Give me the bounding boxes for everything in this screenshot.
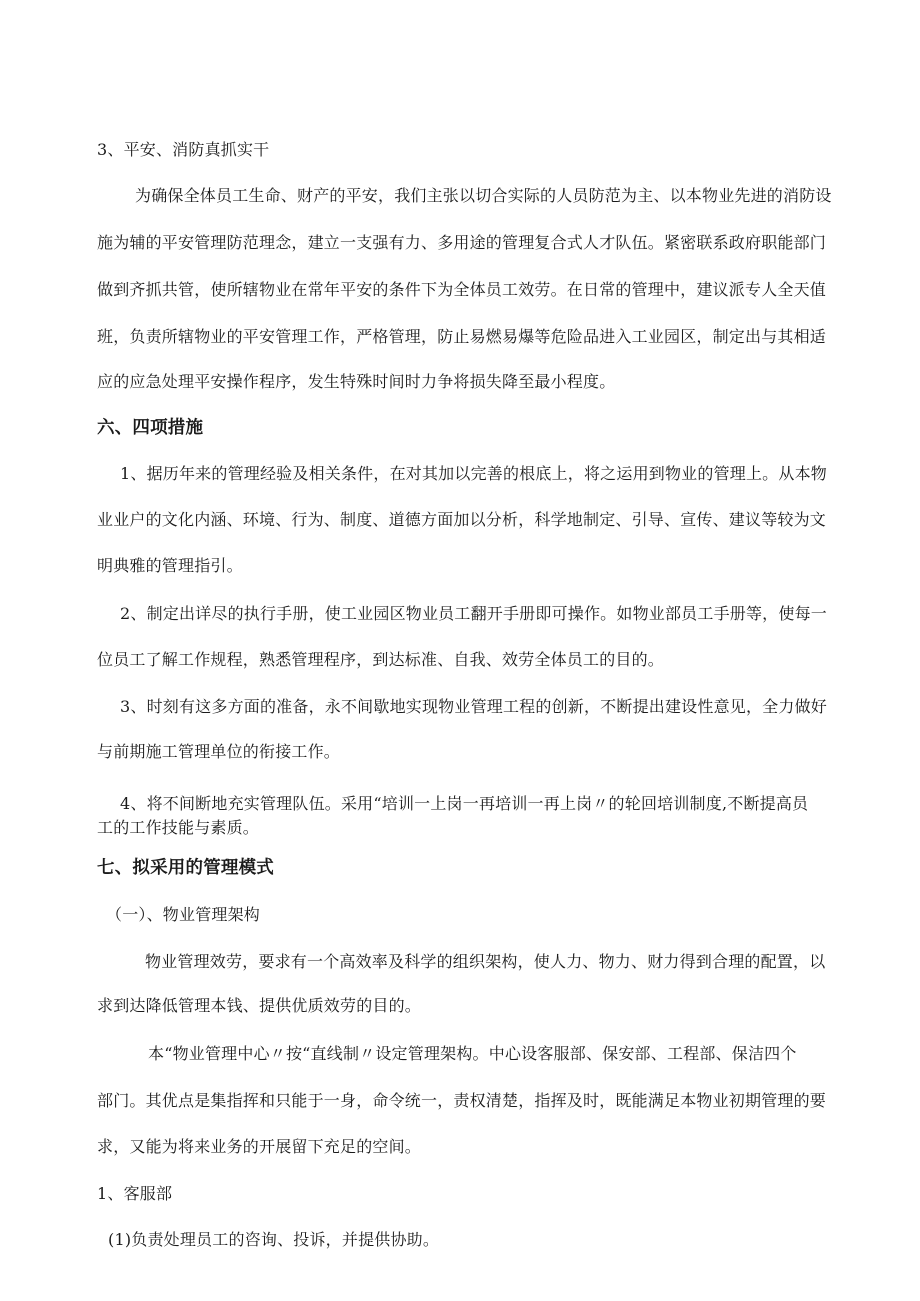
measure-3-line: 与前期施工管理单位的衔接工作。 [97,742,341,761]
measure-1-line: 业业户的文化内涵、环境、行为、制度、道德方面加以分析，科学地制定、引导、宣传、建议等较为文 [97,510,827,529]
measure-4-line: 工的工作技能与素质。 [97,818,260,837]
paragraph-line: 部门。其优点是集指挥和只能于一身，命令统一，责权清楚，指挥及时，既能满足本物业初期管理的要 [97,1091,827,1110]
paragraph-line: 施为辅的平安管理防范理念，建立一支强有力、多用途的管理复合式人才队伍。紧密联系政府职能部门 [97,233,827,252]
paragraph-line: 本“物业管理中心〃按“直线制〃设定管理架构。中心设客服部、保安部、工程部、保洁四个 [148,1044,797,1063]
paragraph-line: 为确保全体员工生命、财产的平安，我们主张以切合实际的人员防范为主、以本物业先进的消防设 [135,186,832,205]
measure-4-line: 4、将不间断地充实管理队伍。采用“培训一上岗一再培训一再上岗〃的轮回培训制度,不断提高员 [120,794,809,813]
measure-1-line: 1、据历年来的管理经验及相关条件，在对其加以完善的根底上，将之运用到物业的管理上。从本物 [120,464,827,483]
subsection-title: （一）、物业管理架构 [106,905,261,924]
measure-1-line: 明典雅的管理指引。 [97,556,243,575]
measure-3-line: 3、时刻有这多方面的准备，永不间歇地实现物业管理工程的创新，不断提出建设性意见，全力做好 [120,697,827,716]
paragraph-line: 班，负责所辖物业的平安管理工作，严格管理，防止易燃易爆等危险品进入工业园区，制定出与其相适 [97,327,827,346]
paragraph-line: 求，又能为将来业务的开展留下充足的空间。 [97,1137,422,1156]
paragraph-line: 应的应急处理平安操作程序，发生特殊时间时力争将损失降至最小程度。 [97,372,616,391]
measure-2-line: 位员工了解工作规程，熟悉管理程序，到达标准、自我、效劳全体员工的目的。 [97,650,665,669]
section-7-heading: 七、拟采用的管理模式 [97,858,274,878]
measure-2-line: 2、制定出详尽的执行手册，使工业园区物业员工翻开手册即可操作。如物业部员工手册等，使每一 [120,604,827,623]
paragraph-line: 求到达降低管理本钱、提供优质效劳的目的。 [97,996,422,1015]
paragraph-line: 物业管理效劳，要求有一个高效率及科学的组织架构，使人力、物力、财力得到合理的配置，以 [145,952,826,971]
department-title: 1、客服部 [97,1184,173,1203]
list-item: (1)负责处理员工的咨询、投诉，并提供协助。 [108,1230,440,1249]
section-6-heading: 六、四项措施 [97,418,204,438]
section-3-title: 3、平安、消防真抓实干 [97,140,270,159]
paragraph-line: 做到齐抓共管，使所辖物业在常年平安的条件下为全体员工效劳。在日常的管理中，建议派专人全天值 [97,280,827,299]
